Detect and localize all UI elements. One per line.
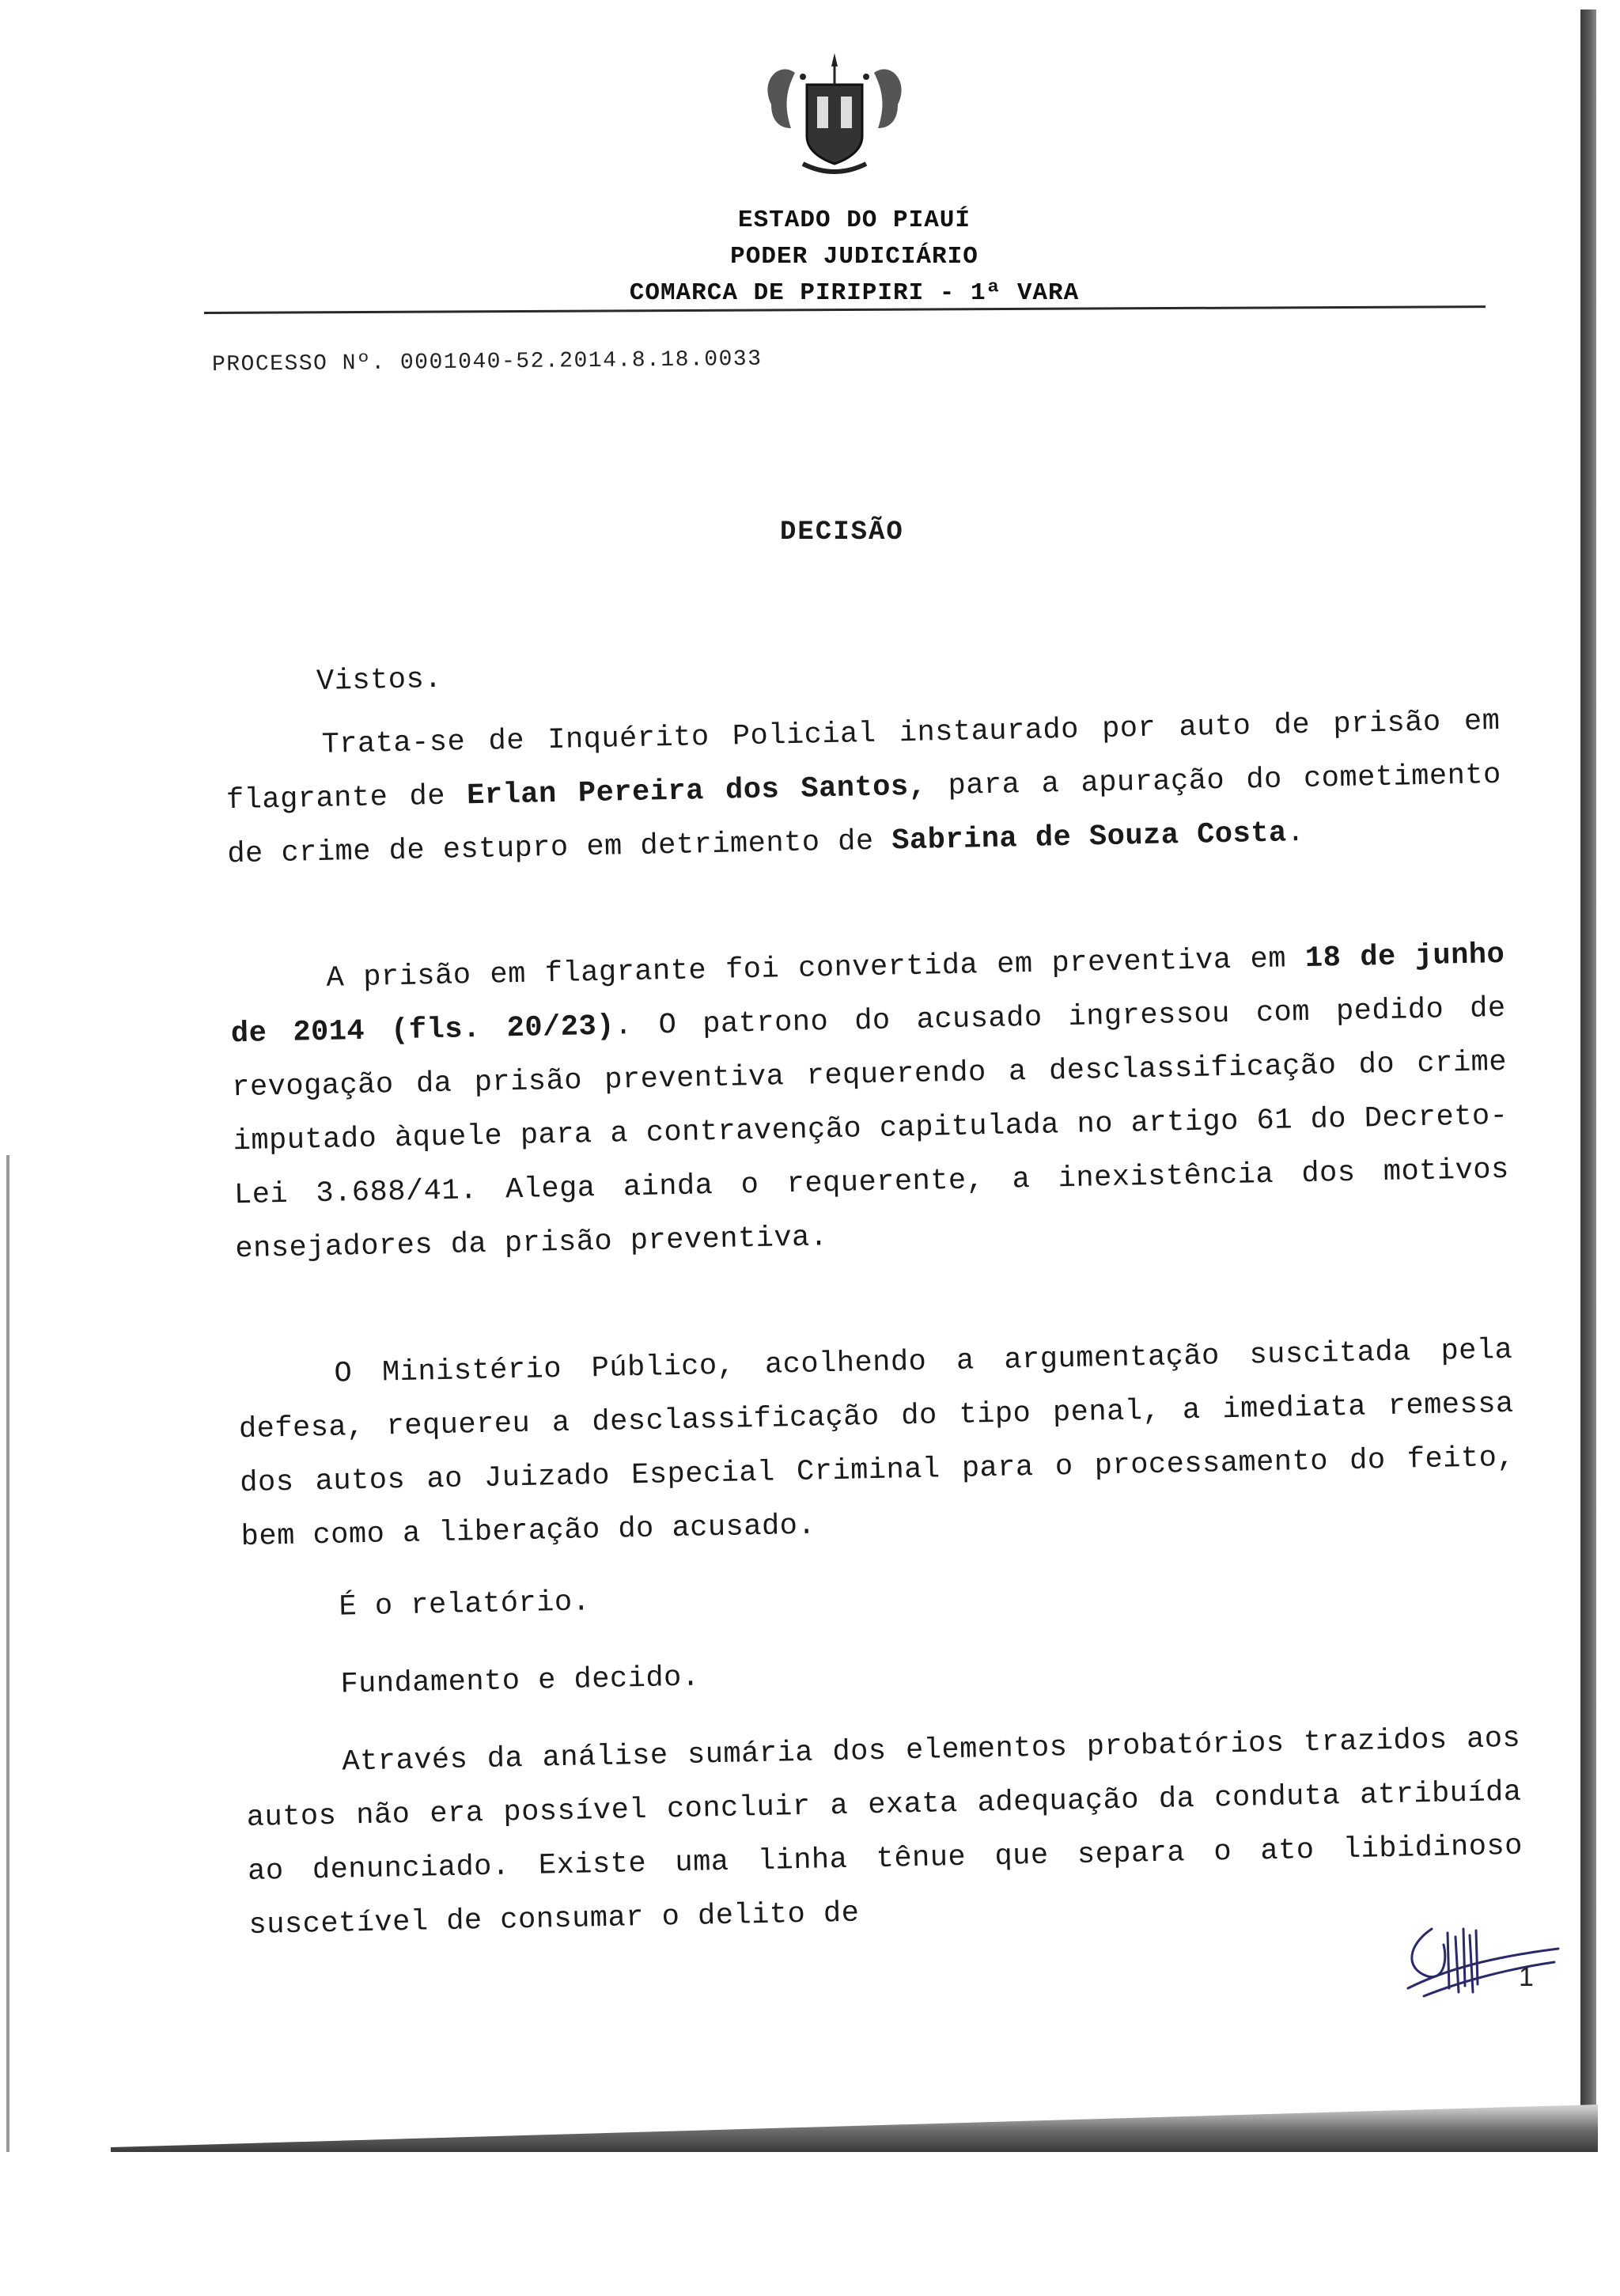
signature-initials [1400, 1913, 1562, 2008]
scan-edge-left [6, 1155, 9, 2152]
header-state: ESTADO DO PIAUÍ [737, 206, 971, 234]
paragraph-intro [225, 695, 1503, 881]
defendant-name: Erlan Pereira dos Santos, [466, 770, 927, 813]
paragraph-arrest [229, 928, 1511, 1276]
victim-name: Sabrina de Souza Costa [891, 816, 1288, 858]
text-span: . [1286, 816, 1305, 851]
paragraph-report: É o relatório. [339, 1586, 591, 1624]
text-span: para a apuração do cometimento de crime de estupro em detrimento de [226, 758, 1502, 872]
text-span: . O patrono do acusado ingressou com pedido de revogação da prisão preventiva requerendo a desclassificação do crime imputado àquele para a contravenção capitulada no artigo 61 do Decreto-Lei 3.688/41. Alega ainda o requerente, a inexistência dos motivos ensejadores da prisão preventiva. [231, 991, 1510, 1267]
paragraph-grounds: Fundamento e decido. [340, 1661, 700, 1702]
header-court: COMARCA DE PIRIPIRI - 1ª VARA [629, 279, 1080, 307]
header-judiciary: PODER JUDICIÁRIO [730, 243, 978, 271]
document-title: DECISÃO [780, 517, 904, 547]
process-number: PROCESSO Nº. 0001040-52.2014.8.18.0033 [211, 347, 763, 377]
text-span: A prisão em flagrante foi convertida em preventiva em [326, 942, 1306, 995]
text-span: Trata-se de Inquérito Policial instaurado por auto de prisão em flagrante de [225, 704, 1501, 818]
page-number: 1 [1519, 1962, 1534, 1992]
arrest-date: 18 de junho de 2014 (fls. 20/23) [230, 938, 1505, 1051]
paragraph-prosecution: O Ministério Público, acolhendo a argumentação suscitada pela defesa, requereu a desclassificação do tipo penal, a imediata remessa dos autos ao Juizado Especial Criminal para o processamento do feito, bem como a liberação do acusado. [238, 1333, 1516, 1555]
paragraph-vistos: Vistos. [316, 662, 443, 699]
paragraph-analysis: Através da análise sumária dos elementos probatórios trazidos aos autos não era possível concluir a exata adequação da conduta atribuída ao denunciado. Existe uma linha tênue que separa o ato libidinoso suscetível de consumar o delito de [246, 1722, 1523, 1943]
